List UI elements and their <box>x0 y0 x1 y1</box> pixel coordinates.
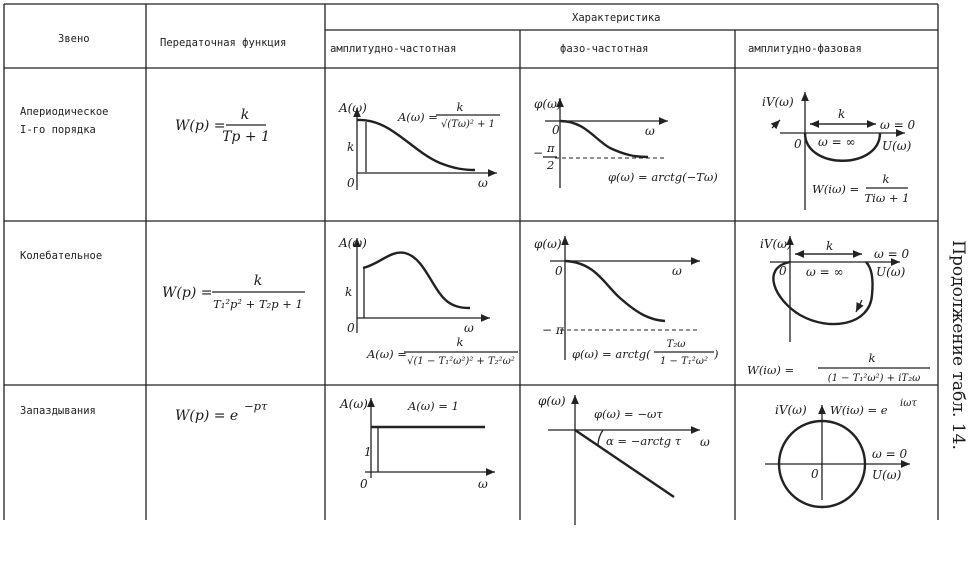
row-name-line1: Запаздывания <box>20 405 96 417</box>
pfc-formula: φ(ω) = −ωτ <box>594 407 663 421</box>
apc-ylabel: iV(ω) <box>762 95 794 109</box>
apc-origin: 0 <box>794 137 802 151</box>
apc-winf: ω = ∞ <box>818 135 856 149</box>
apc-w0: ω = 0 <box>880 118 916 132</box>
apc-xlabel: U(ω) <box>872 468 902 482</box>
afc-formula-num: k <box>456 335 464 349</box>
afc-plot <box>339 397 495 491</box>
afc-origin: 0 <box>360 477 368 491</box>
apc-k: k <box>838 107 846 121</box>
apc-formula-num: k <box>868 351 876 365</box>
side-caption: Продолжение табл. 14. <box>948 240 968 450</box>
row-name-line1: Апериодическое <box>20 106 109 118</box>
apc-ylabel: iV(ω) <box>775 403 807 417</box>
afc-formula-den: √(1 − T₁²ω²)² + T₂²ω² <box>407 356 515 367</box>
header-transfer-function: Передаточная функция <box>160 37 287 49</box>
apc-origin: 0 <box>811 467 819 481</box>
pfc-tick-den: 2 <box>547 158 555 172</box>
tf-num: k <box>240 107 250 123</box>
apc-winf: ω = ∞ <box>806 265 844 279</box>
afc-formula-lhs: A(ω) = <box>367 347 407 361</box>
pfc-formula-lhs: φ(ω) = arctg( <box>572 347 651 361</box>
tf-lhs: W(p) = <box>162 285 213 301</box>
pfc-origin: 0 <box>552 123 560 137</box>
pfc-formula-num: T₂ω <box>666 339 686 350</box>
apc-plot <box>765 398 917 507</box>
tf-lhs: W(p) = <box>175 118 226 134</box>
afc-origin: 0 <box>347 321 355 335</box>
afc-plot <box>338 100 500 190</box>
pfc-plot <box>533 97 718 188</box>
apc-plot <box>747 236 930 384</box>
afc-formula-den: √(Tω)² + 1 <box>440 119 496 130</box>
apc-plot <box>762 92 915 210</box>
transfer-function <box>162 273 305 311</box>
apc-formula-lhs: W(iω) = <box>747 363 795 377</box>
apc-formula-den: Tiω + 1 <box>864 191 910 205</box>
afc-formula: A(ω) = 1 <box>408 399 459 413</box>
afc-ylabel: A(ω) <box>340 397 368 411</box>
pfc-formula-den: 1 − T₁²ω² <box>660 356 708 367</box>
pfc-xlabel: ω <box>672 264 682 278</box>
row-oscillatory <box>20 236 930 384</box>
afc-xlabel: ω <box>478 477 488 491</box>
afc-one: 1 <box>364 445 372 459</box>
afc-plot <box>338 236 518 367</box>
pfc-ylabel: φ(ω) <box>538 394 566 408</box>
tf-exp: −pτ <box>244 399 268 413</box>
pfc-tick-num: π <box>547 141 555 155</box>
pfc-plot <box>534 236 719 367</box>
row-delay <box>20 394 917 525</box>
apc-formula-num: k <box>882 172 890 186</box>
row-name-line2: I-го порядка <box>20 124 96 136</box>
apc-formula-den: (1 − T₁²ω²) + iT₂ω <box>827 373 921 384</box>
apc-formula-exp: iωτ <box>900 398 917 409</box>
pfc-origin: 0 <box>555 264 563 278</box>
afc-formula-num: k <box>456 100 464 114</box>
pfc-ylabel: φ(ω) <box>534 97 562 111</box>
tf-den: Tp + 1 <box>222 129 270 145</box>
header-amp-freq: амплитудно-частотная <box>330 43 457 55</box>
afc-formula-lhs: A(ω) = <box>398 110 438 124</box>
apc-ylabel: iV(ω) <box>760 237 792 251</box>
afc-origin: 0 <box>347 176 355 190</box>
pfc-formula: φ(ω) = arctg(−Tω) <box>608 170 718 184</box>
afc-ylabel: A(ω) <box>339 236 367 250</box>
table-header <box>58 12 862 55</box>
pfc-xlabel: ω <box>700 435 710 449</box>
header-phase-freq: фазо-частотная <box>560 43 649 55</box>
apc-w0: ω = 0 <box>872 447 908 461</box>
row-aperiodic <box>20 92 915 210</box>
pfc-formula-rhs: ) <box>714 347 719 361</box>
transfer-function <box>175 399 268 424</box>
tf-num: k <box>253 273 263 289</box>
afc-k: k <box>347 140 355 154</box>
afc-xlabel: ω <box>464 321 474 335</box>
pfc-tick: − π <box>542 323 564 337</box>
afc-k: k <box>345 285 353 299</box>
apc-origin: 0 <box>779 264 787 278</box>
apc-w0: ω = 0 <box>874 247 910 261</box>
apc-xlabel: U(ω) <box>882 139 912 153</box>
tf-den: T₁²p² + T₂p + 1 <box>213 297 303 311</box>
pfc-plot <box>538 394 710 525</box>
apc-xlabel: U(ω) <box>876 265 906 279</box>
pfc-tick-sign: − <box>533 146 544 160</box>
tf-lhs: W(p) = e <box>175 408 239 424</box>
pfc-alpha: α = −arctg τ <box>606 434 682 448</box>
pfc-ylabel: φ(ω) <box>534 237 562 251</box>
header-characteristic: Характеристика <box>572 12 661 24</box>
apc-formula-lhs: W(iω) = <box>812 182 860 196</box>
header-link: Звено <box>58 33 90 45</box>
header-amp-phase: амплитудно-фазовая <box>748 43 862 55</box>
apc-formula-lhs: W(iω) = e <box>830 403 888 417</box>
afc-ylabel: A(ω) <box>339 101 367 115</box>
row-name-line1: Колебательное <box>20 250 103 262</box>
transfer-function <box>175 107 270 145</box>
apc-k: k <box>826 239 834 253</box>
pfc-xlabel: ω <box>645 124 655 138</box>
afc-xlabel: ω <box>478 176 488 190</box>
